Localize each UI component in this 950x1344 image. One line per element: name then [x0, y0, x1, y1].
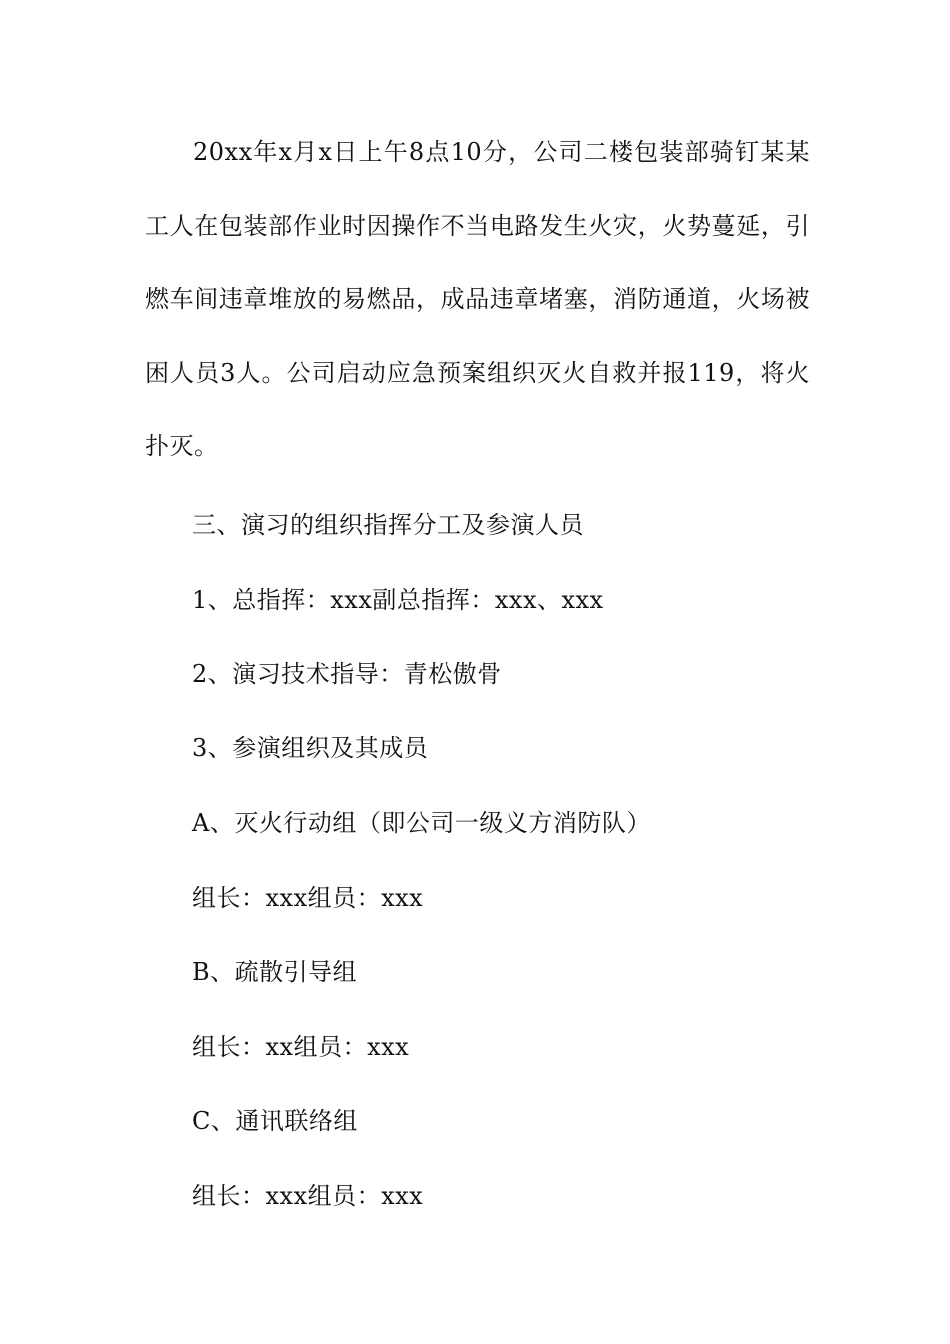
item-technical-guidance: 2、演习技术指导：青松傲骨: [192, 660, 502, 688]
item-chief-commander: 1、总指挥：xxx副总指挥：xxx、xxx: [192, 586, 604, 614]
item-firefighting-group: A、灭火行动组（即公司一级义方消防队）: [192, 809, 651, 837]
item-firefighting-members: 组长：xxx组员：xxx: [192, 884, 424, 912]
item-communication-group: C、通讯联络组: [192, 1107, 358, 1135]
item-participating-organizations: 3、参演组织及其成员: [192, 734, 429, 762]
item-evacuation-members: 组长：xx组员：xxx: [192, 1033, 410, 1061]
item-evacuation-group: B、疏散引导组: [192, 958, 358, 986]
item-communication-members: 组长：xxx组员：xxx: [192, 1182, 424, 1210]
intro-paragraph: 20xx年x月x日上午8点10分，公司二楼包装部骑钉某某工人在包装部作业时因操作不当电路发生火灾，火势蔓延，引燃车间违章堆放的易燃品，成品违章堵塞，消防通道，火场被困人员3人。公司启动应急预案组织灭火自救并报119，将火扑灭。: [145, 138, 810, 460]
section-heading: 三、演习的组织指挥分工及参演人员: [192, 511, 584, 539]
